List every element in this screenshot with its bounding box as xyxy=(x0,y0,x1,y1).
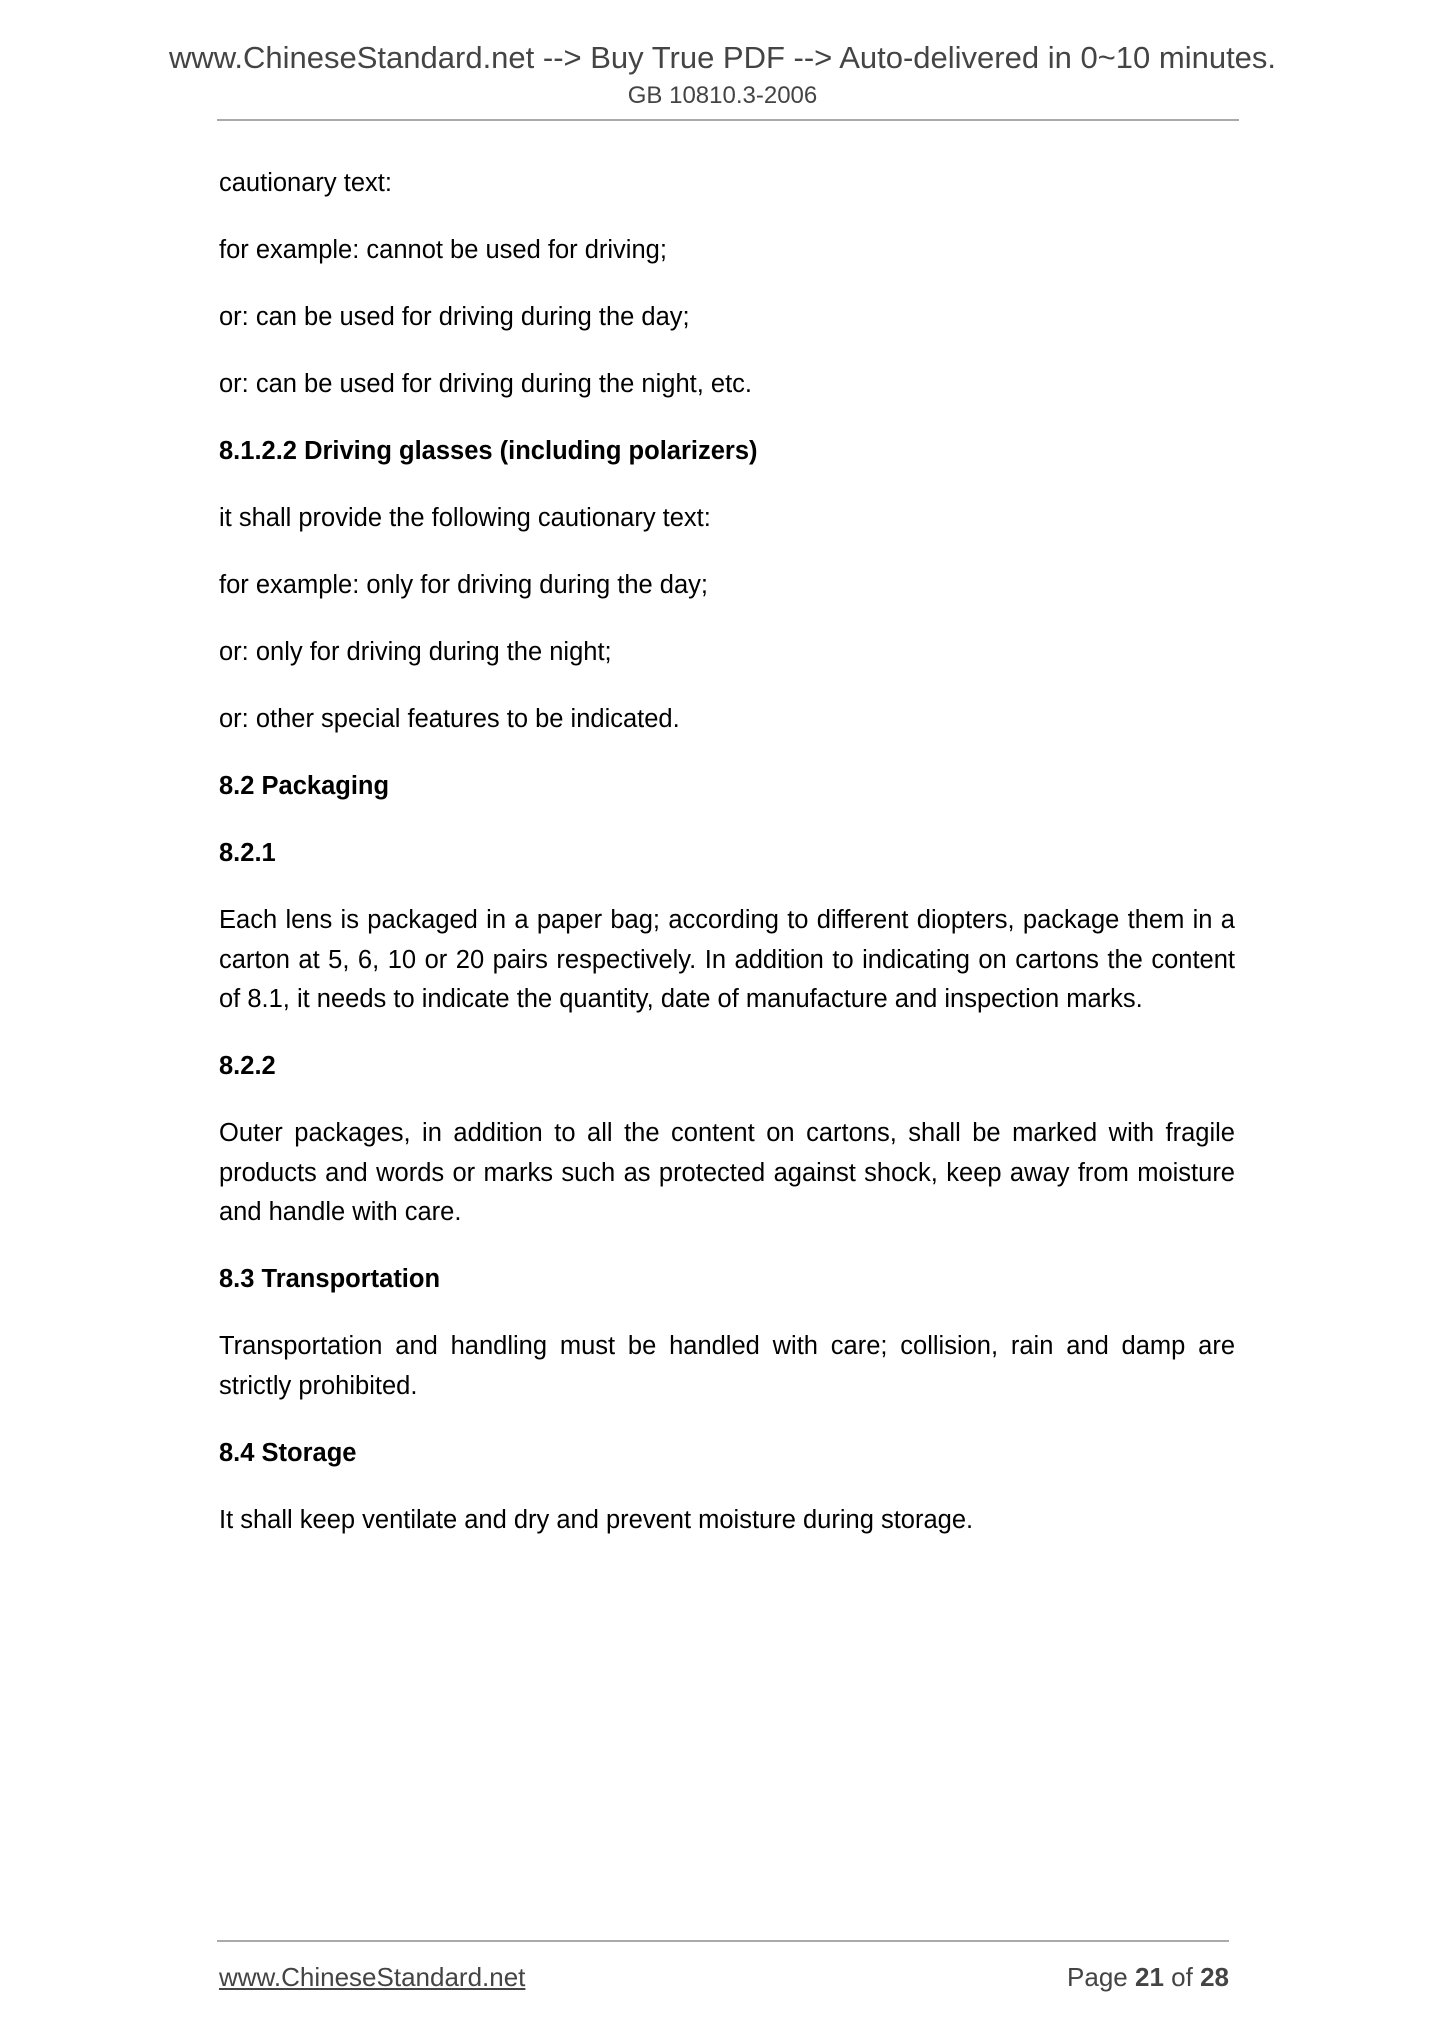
paragraph: for example: cannot be used for driving; xyxy=(219,236,667,264)
paragraph: It shall keep ventilate and dry and prevent moisture during storage. xyxy=(219,1505,974,1534)
page-total: 28 xyxy=(1200,1962,1229,1992)
document-id: GB 10810.3-2006 xyxy=(627,82,818,109)
paragraph: or: can be used for driving during the night, etc. xyxy=(219,370,752,398)
section-heading: 8.1.2.2 Driving glasses (including polarizers) xyxy=(219,437,758,465)
section-heading: 8.2 Packaging xyxy=(219,772,390,800)
paragraph: Each lens is packaged in a paper bag; according to different diopters, package them in a carton at 5, 6, 10 or 20 pairs respectively. In addition to indicating on cartons the content of 8.1, it needs to indicate the quantity, date of manufacture and inspection marks. xyxy=(219,906,1235,1013)
paragraph: it shall provide the following cautionary text: xyxy=(219,504,711,532)
header-divider xyxy=(217,119,1239,121)
document-body xyxy=(219,164,1235,1568)
paragraph: cautionary text: xyxy=(219,169,392,197)
paragraph: or: only for driving during the night; xyxy=(219,638,612,666)
section-heading: 8.4 Storage xyxy=(219,1438,357,1467)
footer-website-link[interactable]: www.ChineseStandard.net xyxy=(219,1962,526,1992)
paragraph: or: other special features to be indicated. xyxy=(219,705,680,733)
paragraph: Transportation and handling must be handled with care; collision, rain and damp are strictly prohibited. xyxy=(219,1332,1235,1400)
paragraph: or: can be used for driving during the day; xyxy=(219,303,690,331)
page-current: 21 xyxy=(1135,1962,1164,1992)
paragraph: Outer packages, in addition to all the content on cartons, shall be marked with fragile products and words or marks such as protected against shock, keep away from moisture and handle with care. xyxy=(219,1119,1235,1226)
section-heading: 8.3 Transportation xyxy=(219,1265,441,1293)
page-of: of xyxy=(1171,1962,1193,1992)
header-banner: www.ChineseStandard.net --> Buy True PDF --> Auto-delivered in 0~10 minutes. xyxy=(168,40,1277,75)
section-heading: 8.2.2 xyxy=(219,1052,276,1080)
section-heading: 8.2.1 xyxy=(219,839,276,867)
page-prefix: Page xyxy=(1067,1962,1128,1992)
paragraph: for example: only for driving during the day; xyxy=(219,571,709,599)
page-number xyxy=(1067,1962,1229,1993)
footer-divider xyxy=(217,1940,1229,1942)
